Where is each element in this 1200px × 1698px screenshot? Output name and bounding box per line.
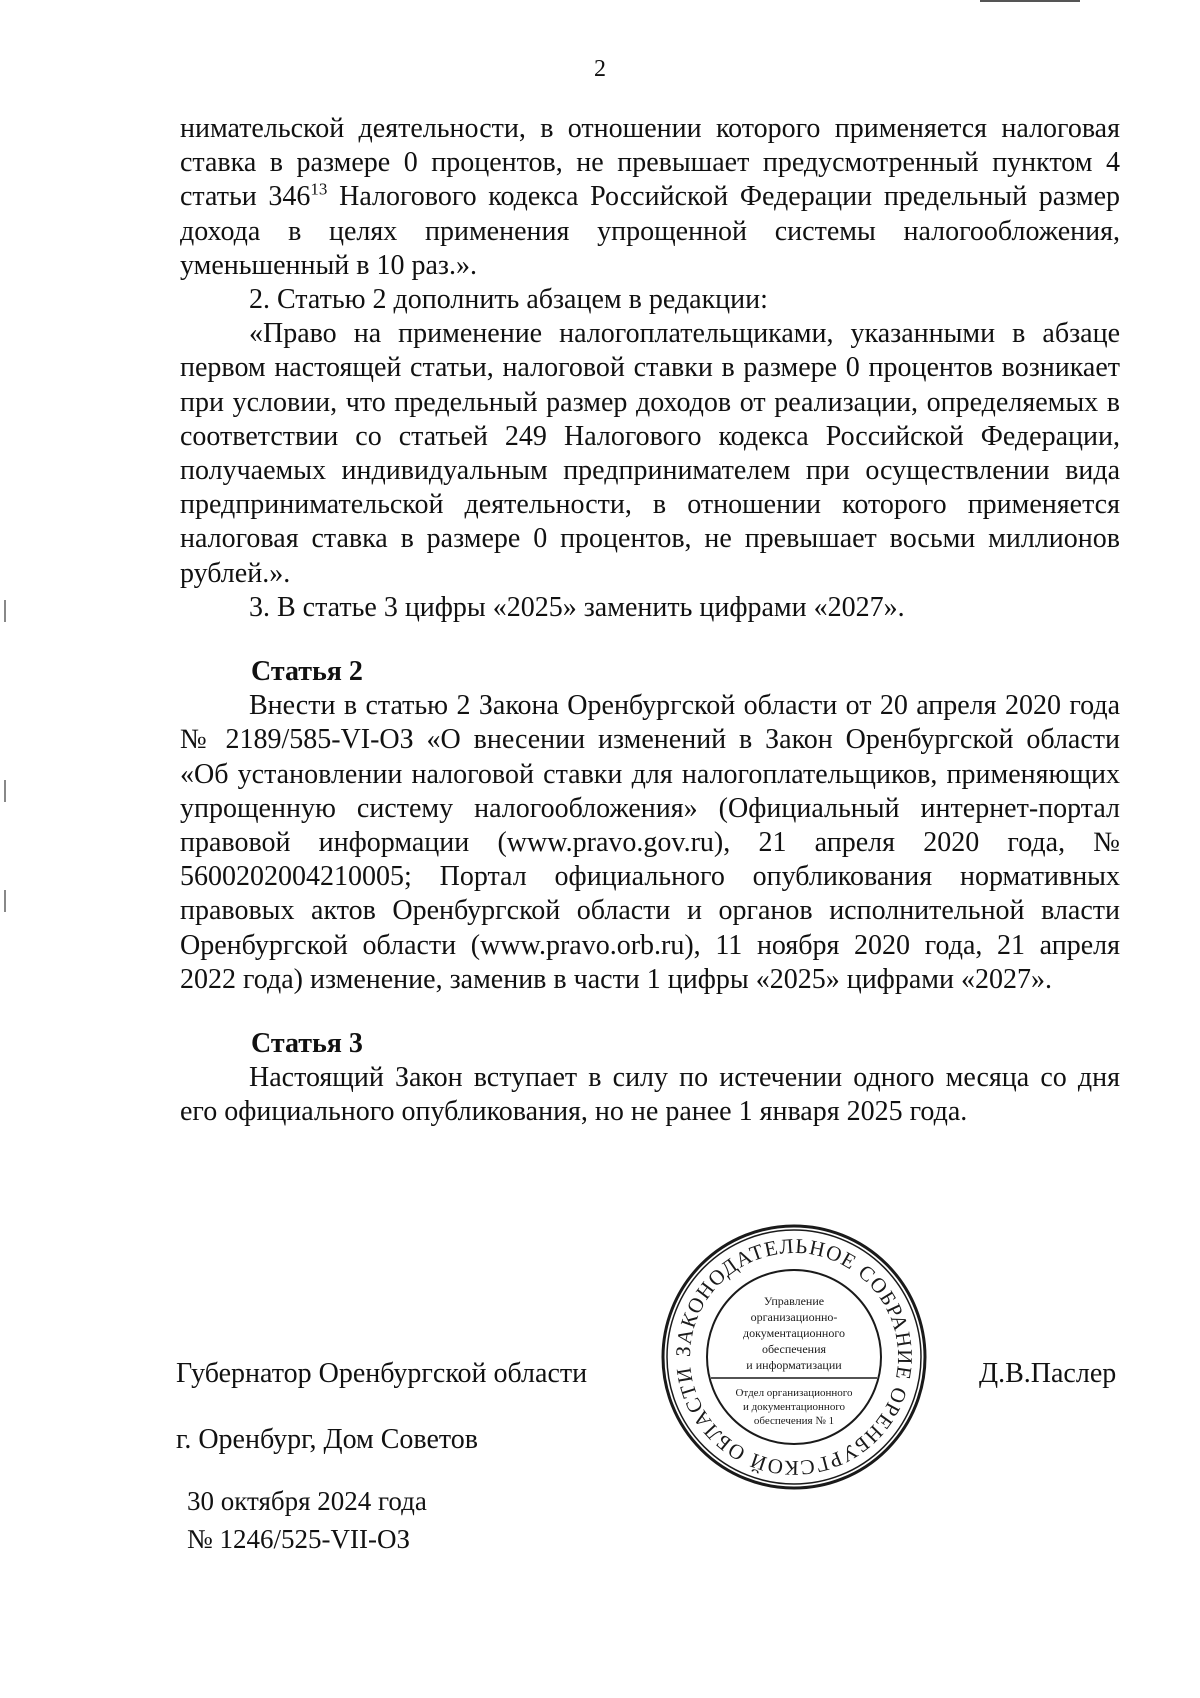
signatory-name: Д.В.Паслер <box>979 1358 1117 1389</box>
document-body <box>180 112 1120 1130</box>
item-2: 2. Статью 2 дополнить абзацем в редакции: <box>249 284 768 316</box>
continuation-text-end: Налогового кодекса Российской Федерации предельный размер дохода в целях применения упрощенной системы налогообложения, уменьшенный в 10 раз.». <box>180 181 1121 281</box>
page-number: 2 <box>594 56 606 82</box>
seal-line: и информатизации <box>746 1358 842 1372</box>
seal-line: организационно- <box>750 1310 838 1324</box>
seal-line: обеспечения № 1 <box>753 1415 835 1427</box>
item-2-quote: «Право на применение налогоплательщиками, указанными в абзаце первом настоящей статьи, налоговой ставки в размере 0 процентов возникает при условии, что предельный размер доходов от реализации, определяемых в соответствии со статьей 249 Налогового кодекса Российской Федерации, получаемых индивидуальным предпринимателем при осуществлении вида предпринимательской деятельности, в отношении которого применяется налоговая ставка в размере 0 процентов, не превышает восьми миллионов рублей.». <box>180 318 1120 589</box>
signing-place: г. Оренбург, Дом Советов <box>176 1424 478 1455</box>
seal-line: и документационного <box>742 1401 846 1413</box>
article-2-title: Статья 2 <box>251 656 363 688</box>
seal-line: Отдел организационного <box>735 1387 853 1399</box>
seal-ring-text: ЗАКОНОДАТЕЛЬНОЕ СОБРАНИЕ ОРЕНБУРГСКОЙ ОБЛАСТИ <box>670 1233 918 1481</box>
scan-edge-mark <box>980 0 1080 2</box>
scan-edge-mark <box>4 890 6 912</box>
article-2-text: Внести в статью 2 Закона Оренбургской области от 20 апреля 2020 года № 2189/585-VI-ОЗ «О внесении изменений в Закон Оренбургской области «Об установлении налоговой ставки для налогоплательщиков, применяющих упрощенную систему налогообложения» (Официальный интернет-портал правовой информации (www.pravo.gov.ru), 21 апреля 2020 года, № 5600202004210005; Портал официального опубликования нормативных правовых актов Оренбургской области и органов исполнительной власти Оренбургской области (www.pravo.orb.ru), 11 ноября 2020 года, 21 апреля 2022 года) изменение, заменив в части 1 цифры «2025» цифрами «2027». <box>180 690 1120 995</box>
item-3: 3. В статье 3 цифры «2025» заменить цифрами «2027». <box>249 591 905 623</box>
continuation-text: нимательской деятельности, в отношении которого применяется налоговая ставка в размере 0 процентов, не превышает предусмотренный пунктом 4 статьи 346 <box>180 113 1120 213</box>
article-3-title: Статья 3 <box>251 1028 363 1060</box>
superscript: 13 <box>310 180 328 200</box>
scan-edge-mark <box>4 780 6 802</box>
official-seal <box>659 1222 929 1492</box>
signing-date: 30 октября 2024 года <box>187 1486 427 1516</box>
law-number: № 1246/525-VII-ОЗ <box>187 1524 411 1554</box>
seal-line: Управление <box>763 1294 825 1308</box>
article-3-text: Настоящий Закон вступает в силу по истечении одного месяца со дня его официального опубликования, но не ранее 1 января 2025 года. <box>180 1062 1120 1128</box>
signatory-title: Губернатор Оренбургской области <box>176 1358 588 1389</box>
scan-edge-mark <box>4 600 6 622</box>
continuation-paragraph <box>180 112 1120 283</box>
seal-line: документационного <box>743 1326 845 1340</box>
seal-line: обеспечения <box>761 1342 827 1356</box>
